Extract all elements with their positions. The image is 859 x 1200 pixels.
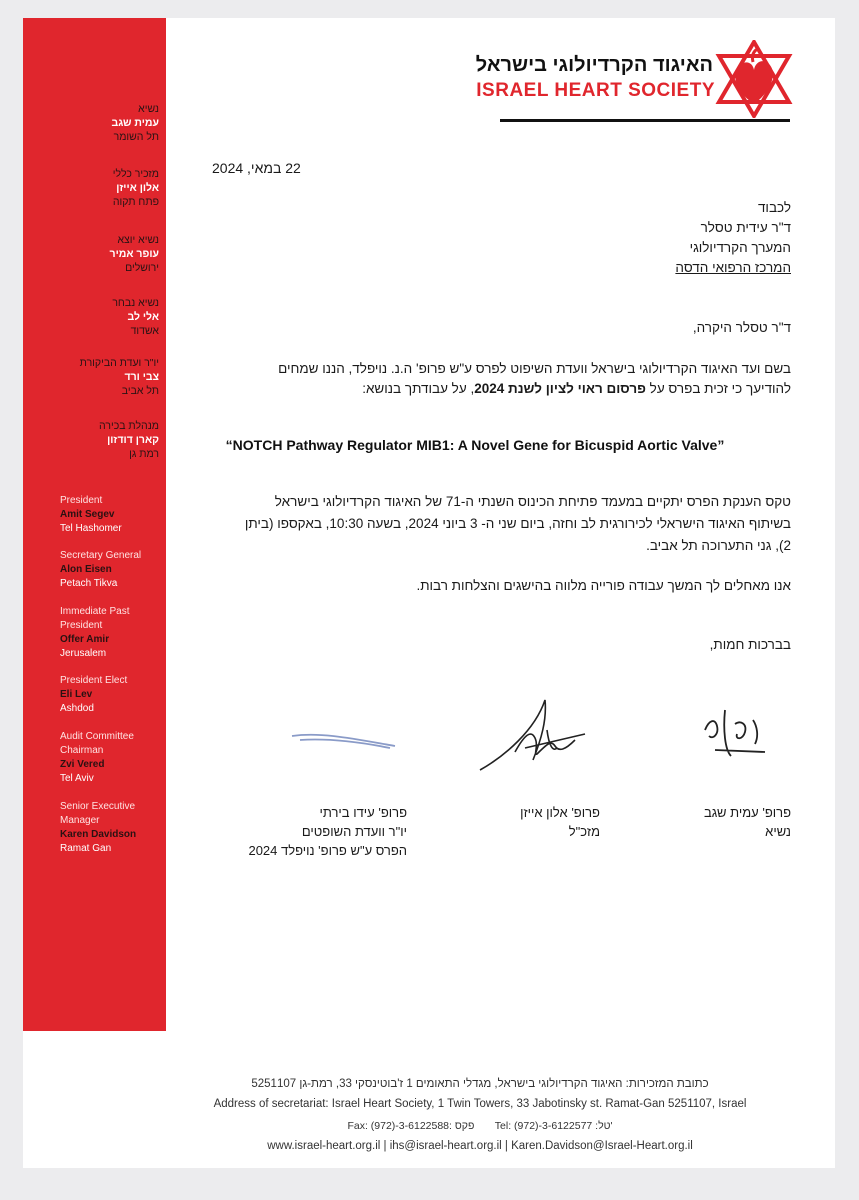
entry-place: רמת גן bbox=[129, 448, 159, 460]
entry-role: President bbox=[60, 495, 103, 506]
society-logo bbox=[475, 40, 795, 125]
entry-role: נשיא יוצא bbox=[117, 234, 159, 246]
entry-name: צבי ורד bbox=[124, 371, 159, 383]
signature-scribble bbox=[475, 690, 595, 780]
signature-block bbox=[704, 803, 791, 841]
entry-place: Jerusalem bbox=[60, 648, 107, 659]
entry-place: תל השומר bbox=[113, 131, 159, 143]
entry-name: אלי לב bbox=[127, 311, 159, 323]
letter-date: 22 במאי, 2024 bbox=[212, 160, 301, 176]
footer-hebrew-address: כתובת המזכירות: האיגוד הקרדיולוגי בישראל, מגדלי התאומים 1 ז'בוטינסקי 33, רמת-גן 5251107 bbox=[251, 1078, 709, 1090]
signatory-name: פרופ' עידו בירתי bbox=[319, 805, 407, 820]
signatory-title: נשיא bbox=[765, 824, 791, 839]
signature-scribble bbox=[695, 690, 775, 770]
logo-english-text: ISRAEL HEART SOCIETY bbox=[476, 80, 715, 101]
paragraph-2-line-3: 2), גני התערוכה תל אביב. bbox=[646, 538, 791, 553]
entry-name: עופר אמיר bbox=[109, 248, 159, 260]
sidebar-hebrew-entry bbox=[39, 419, 159, 461]
entry-name: עמית שגב bbox=[111, 117, 159, 129]
paragraph-text: , על עבודתך בנושא: bbox=[362, 381, 475, 396]
signature-block bbox=[520, 803, 600, 841]
recipient-institution: המרכז הרפואי הדסה bbox=[675, 260, 791, 275]
recipient-department: המערך הקרדיולוגי bbox=[689, 240, 791, 255]
footer-tel: Tel: (972)-3-6122577 :טל' bbox=[494, 1120, 613, 1132]
entry-place: Ramat Gan bbox=[60, 843, 112, 854]
entry-place: Tel Hashomer bbox=[60, 523, 122, 534]
sidebar-hebrew-entry bbox=[39, 167, 159, 209]
recipient-greeting: לכבוד bbox=[757, 200, 791, 215]
entry-name: Alon Eisen bbox=[60, 564, 112, 575]
sidebar-english-entry bbox=[60, 730, 160, 786]
entry-name: Eli Lev bbox=[60, 689, 93, 700]
paper-title: “NOTCH Pathway Regulator MIB1: A Novel Gene for Bicuspid Aortic Valve” bbox=[225, 437, 725, 453]
sidebar-english-entry bbox=[60, 494, 160, 536]
paragraph-2-line-1: טקס הענקת הפרס יתקיים במעמד פתיחת הכינוס השנתי ה-71 של האיגוד הקרדיולוגי בישראל bbox=[274, 494, 791, 509]
logo-underline bbox=[500, 119, 790, 122]
entry-place: Ashdod bbox=[60, 703, 94, 714]
paragraph-2-line-2: בשיתוף האיגוד הישראלי לכירורגית לב וחזה, ביום שני ה- 3 ביוני 2024, בשעה 10:30, באקספו (ביתן bbox=[244, 516, 791, 531]
entry-place: פתח תקוה bbox=[112, 196, 159, 208]
heart-star-icon bbox=[713, 40, 795, 118]
entry-place: ירושלים bbox=[125, 262, 159, 274]
entry-role: מזכיר כללי bbox=[112, 168, 159, 180]
footer-phone-line bbox=[180, 1120, 780, 1132]
award-name: פרסום ראוי לציון לשנת 2024 bbox=[474, 381, 646, 396]
signatory-title: מזכ"ל bbox=[568, 824, 600, 839]
sidebar-hebrew-entry bbox=[39, 296, 159, 338]
signatory-title: יו"ר וועדת השופטים bbox=[301, 824, 407, 839]
entry-role: מנהלת בכירה bbox=[99, 420, 159, 432]
entry-name: Zvi Vered bbox=[60, 759, 105, 770]
signature-block bbox=[248, 803, 407, 860]
entry-place: אשדוד bbox=[130, 325, 159, 337]
entry-place: Tel Aviv bbox=[60, 773, 94, 784]
logo-hebrew-text: האיגוד הקרדיולוגי בישראל bbox=[475, 54, 713, 76]
sidebar-english-entry bbox=[60, 674, 160, 716]
entry-role: Secretary General bbox=[60, 550, 142, 561]
entry-role: Senior Executive Manager bbox=[60, 801, 136, 826]
signature-scribble bbox=[290, 728, 400, 754]
paragraph-1-line-1: בשם ועד האיגוד הקרדיולוגי בישראל וועדת השיפוט לפרס ע"ש פרופ' ה.נ. נויפלד, הננו שמחים bbox=[278, 361, 791, 376]
sidebar-english-entry bbox=[60, 549, 160, 591]
entry-name: קארן דודזון bbox=[107, 434, 159, 446]
sidebar-english-entry bbox=[60, 605, 160, 661]
recipient-name: ד"ר עידית טסלר bbox=[700, 220, 791, 235]
sidebar-hebrew-entry bbox=[39, 102, 159, 144]
paragraph-text: להודיעך כי זכית בפרס על bbox=[645, 381, 791, 396]
sidebar-hebrew-entry bbox=[39, 356, 159, 398]
entry-role: יו"ר ועדת הביקורת bbox=[79, 357, 159, 369]
entry-place: תל אביב bbox=[121, 385, 159, 397]
entry-place: Petach Tikva bbox=[60, 578, 118, 589]
paragraph-1-line-2 bbox=[362, 381, 791, 396]
entry-role: נשיא נבחר bbox=[112, 297, 159, 309]
footer-contacts: www.israel-heart.org.il | ihs@israel-heart.org.il | Karen.Davidson@Israel-Heart.org.il bbox=[267, 1140, 693, 1152]
salutation: ד"ר טסלר היקרה, bbox=[692, 320, 791, 335]
sidebar-english-entry bbox=[60, 800, 160, 856]
signatory-name: פרופ' אלון אייזן bbox=[520, 805, 600, 820]
entry-name: Amit Segev bbox=[60, 509, 115, 520]
entry-role: Immediate Past President bbox=[60, 606, 130, 631]
sidebar-hebrew-entry bbox=[39, 233, 159, 275]
signatory-name: פרופ' עמית שגב bbox=[704, 805, 791, 820]
entry-role: President Elect bbox=[60, 675, 128, 686]
signatory-title: הפרס ע"ש פרופ' נויפלד 2024 bbox=[248, 843, 407, 858]
paragraph-3: אנו מאחלים לך המשך עבודה פורייה מלווה בהישגים והצלחות רבות. bbox=[416, 578, 791, 593]
entry-role: Audit Committee Chairman bbox=[60, 731, 134, 756]
entry-role: נשיא bbox=[138, 103, 159, 115]
footer-english-address: Address of secretariat: Israel Heart Society, 1 Twin Towers, 33 Jabotinsky st. Ramat-Gan 5251107, Israel bbox=[213, 1098, 747, 1110]
footer-fax: Fax: (972)-3-6122588: פקס bbox=[347, 1120, 475, 1132]
entry-name: אלון אייזן bbox=[116, 182, 159, 194]
closing-line: בברכות חמות, bbox=[709, 637, 791, 652]
entry-name: Offer Amir bbox=[60, 634, 110, 645]
entry-name: Karen Davidson bbox=[60, 829, 137, 840]
